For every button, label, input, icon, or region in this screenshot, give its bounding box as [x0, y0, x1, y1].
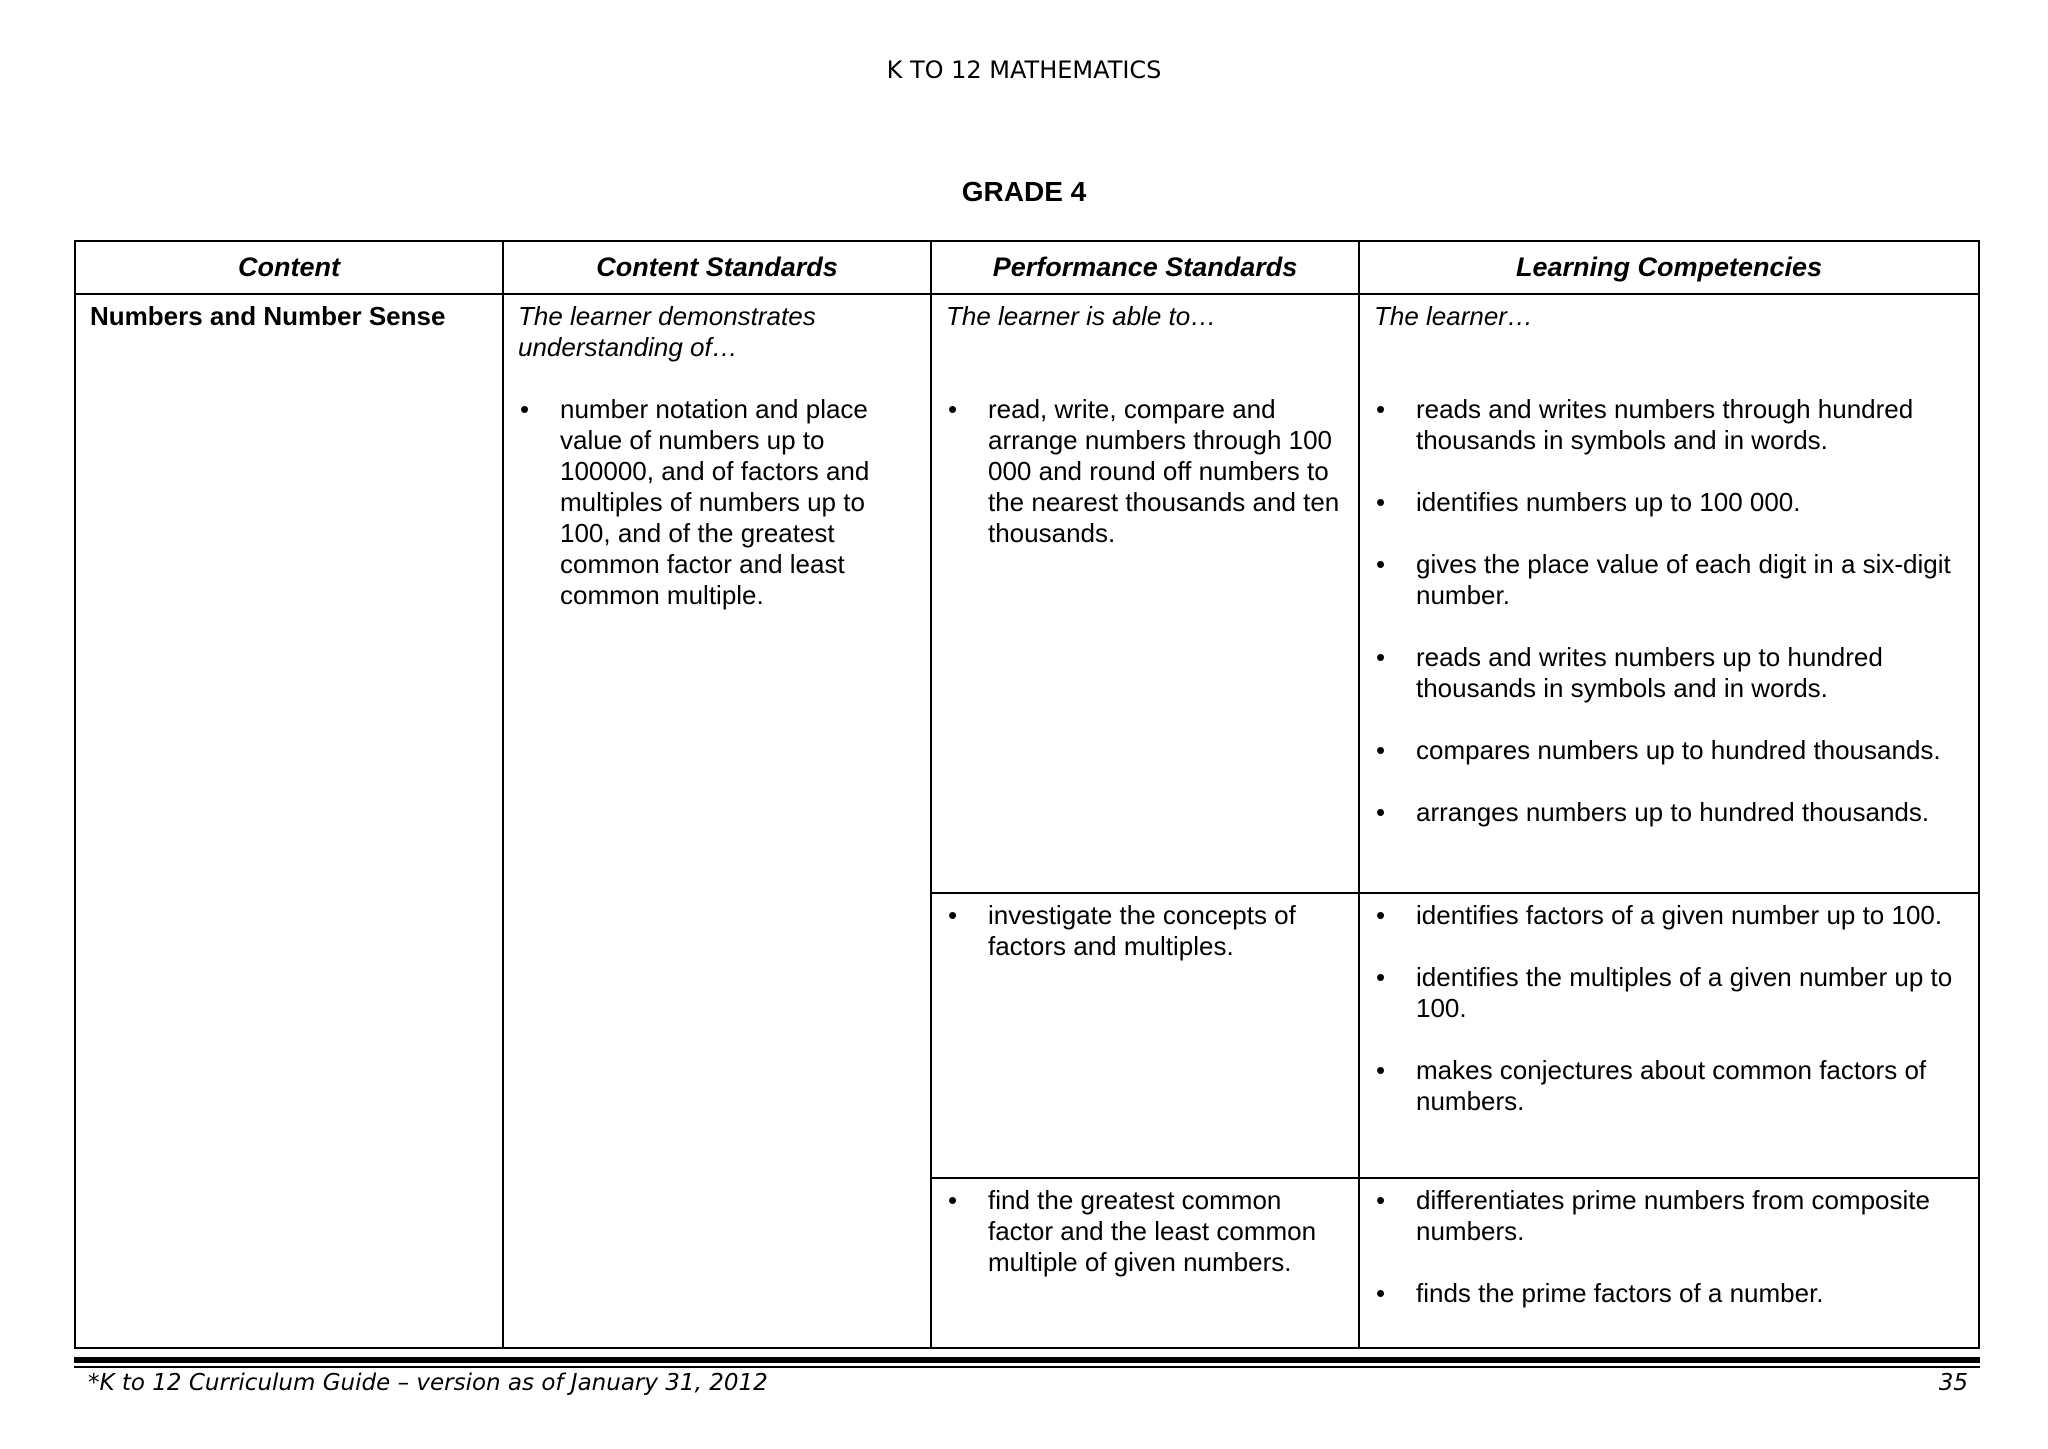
column-header-learning-competencies: Learning Competencies — [1359, 241, 1979, 294]
competencies-list — [1374, 394, 1964, 828]
list-item: • investigate the concepts of factors and multiples. — [946, 900, 1344, 962]
performance-list — [946, 900, 1344, 962]
footer-note: *K to 12 Curriculum Guide – version as of January 31, 2012 — [88, 1370, 768, 1396]
list-item: • read, write, compare and arrange numbers through 100 000 and round off numbers to the nearest thousands and ten thousands. — [946, 394, 1344, 549]
performance-standards-cell — [931, 1178, 1359, 1348]
column-header-content: Content — [75, 241, 503, 294]
grade-title: GRADE 4 — [961, 176, 1087, 207]
content-standards-list — [518, 394, 916, 611]
list-item: • reads and writes numbers through hundred thousands in symbols and in words. — [1374, 394, 1964, 456]
column-header-content-standards: Content Standards — [503, 241, 931, 294]
competencies-list — [1374, 900, 1964, 1117]
list-item: • makes conjectures about common factors of numbers. — [1374, 1055, 1964, 1117]
list-item: • identifies factors of a given number up to 100. — [1374, 900, 1964, 931]
performance-list — [946, 394, 1344, 549]
list-item: • finds the prime factors of a number. — [1374, 1278, 1964, 1309]
footer-rule-thick — [74, 1357, 1980, 1363]
performance-standards-cell — [931, 893, 1359, 1178]
table-row — [75, 294, 1979, 893]
list-item: • compares numbers up to hundred thousands. — [1374, 735, 1964, 766]
list-item: • gives the place value of each digit in a six-digit number. — [1374, 549, 1964, 611]
curriculum-table — [74, 240, 1980, 1349]
list-item: • differentiates prime numbers from composite numbers. — [1374, 1185, 1964, 1247]
list-item: • identifies numbers up to 100 000. — [1374, 487, 1964, 518]
content-standards-intro: The learner demonstrates understanding of… — [518, 301, 816, 363]
document-header: K TO 12 MATHEMATICS — [886, 56, 1162, 84]
list-item: • arranges numbers up to hundred thousands. — [1374, 797, 1964, 828]
content-name: Numbers and Number Sense — [90, 301, 446, 332]
column-header-performance-standards: Performance Standards — [931, 241, 1359, 294]
competencies-list — [1374, 1185, 1964, 1309]
page-footer — [88, 1370, 1968, 1396]
list-item: • number notation and place value of numbers up to 100000, and of factors and multiples of numbers up to 100, and of the greatest common factor and least common multiple. — [518, 394, 916, 611]
competencies-cell — [1359, 294, 1979, 893]
content-cell — [75, 294, 503, 1348]
page-number: 35 — [1938, 1370, 1968, 1396]
competencies-cell — [1359, 893, 1979, 1178]
content-standards-cell — [503, 294, 931, 1348]
list-item: • reads and writes numbers up to hundred thousands in symbols and in words. — [1374, 642, 1964, 704]
footer-rule-thin — [74, 1366, 1980, 1368]
competencies-cell — [1359, 1178, 1979, 1348]
performance-list — [946, 1185, 1344, 1278]
performance-intro: The learner is able to… — [946, 301, 1217, 332]
competencies-intro: The learner… — [1374, 301, 1533, 332]
performance-standards-cell — [931, 294, 1359, 893]
table-header-row — [75, 241, 1979, 294]
list-item: • find the greatest common factor and the least common multiple of given numbers. — [946, 1185, 1344, 1278]
list-item: • identifies the multiples of a given number up to 100. — [1374, 962, 1964, 1024]
